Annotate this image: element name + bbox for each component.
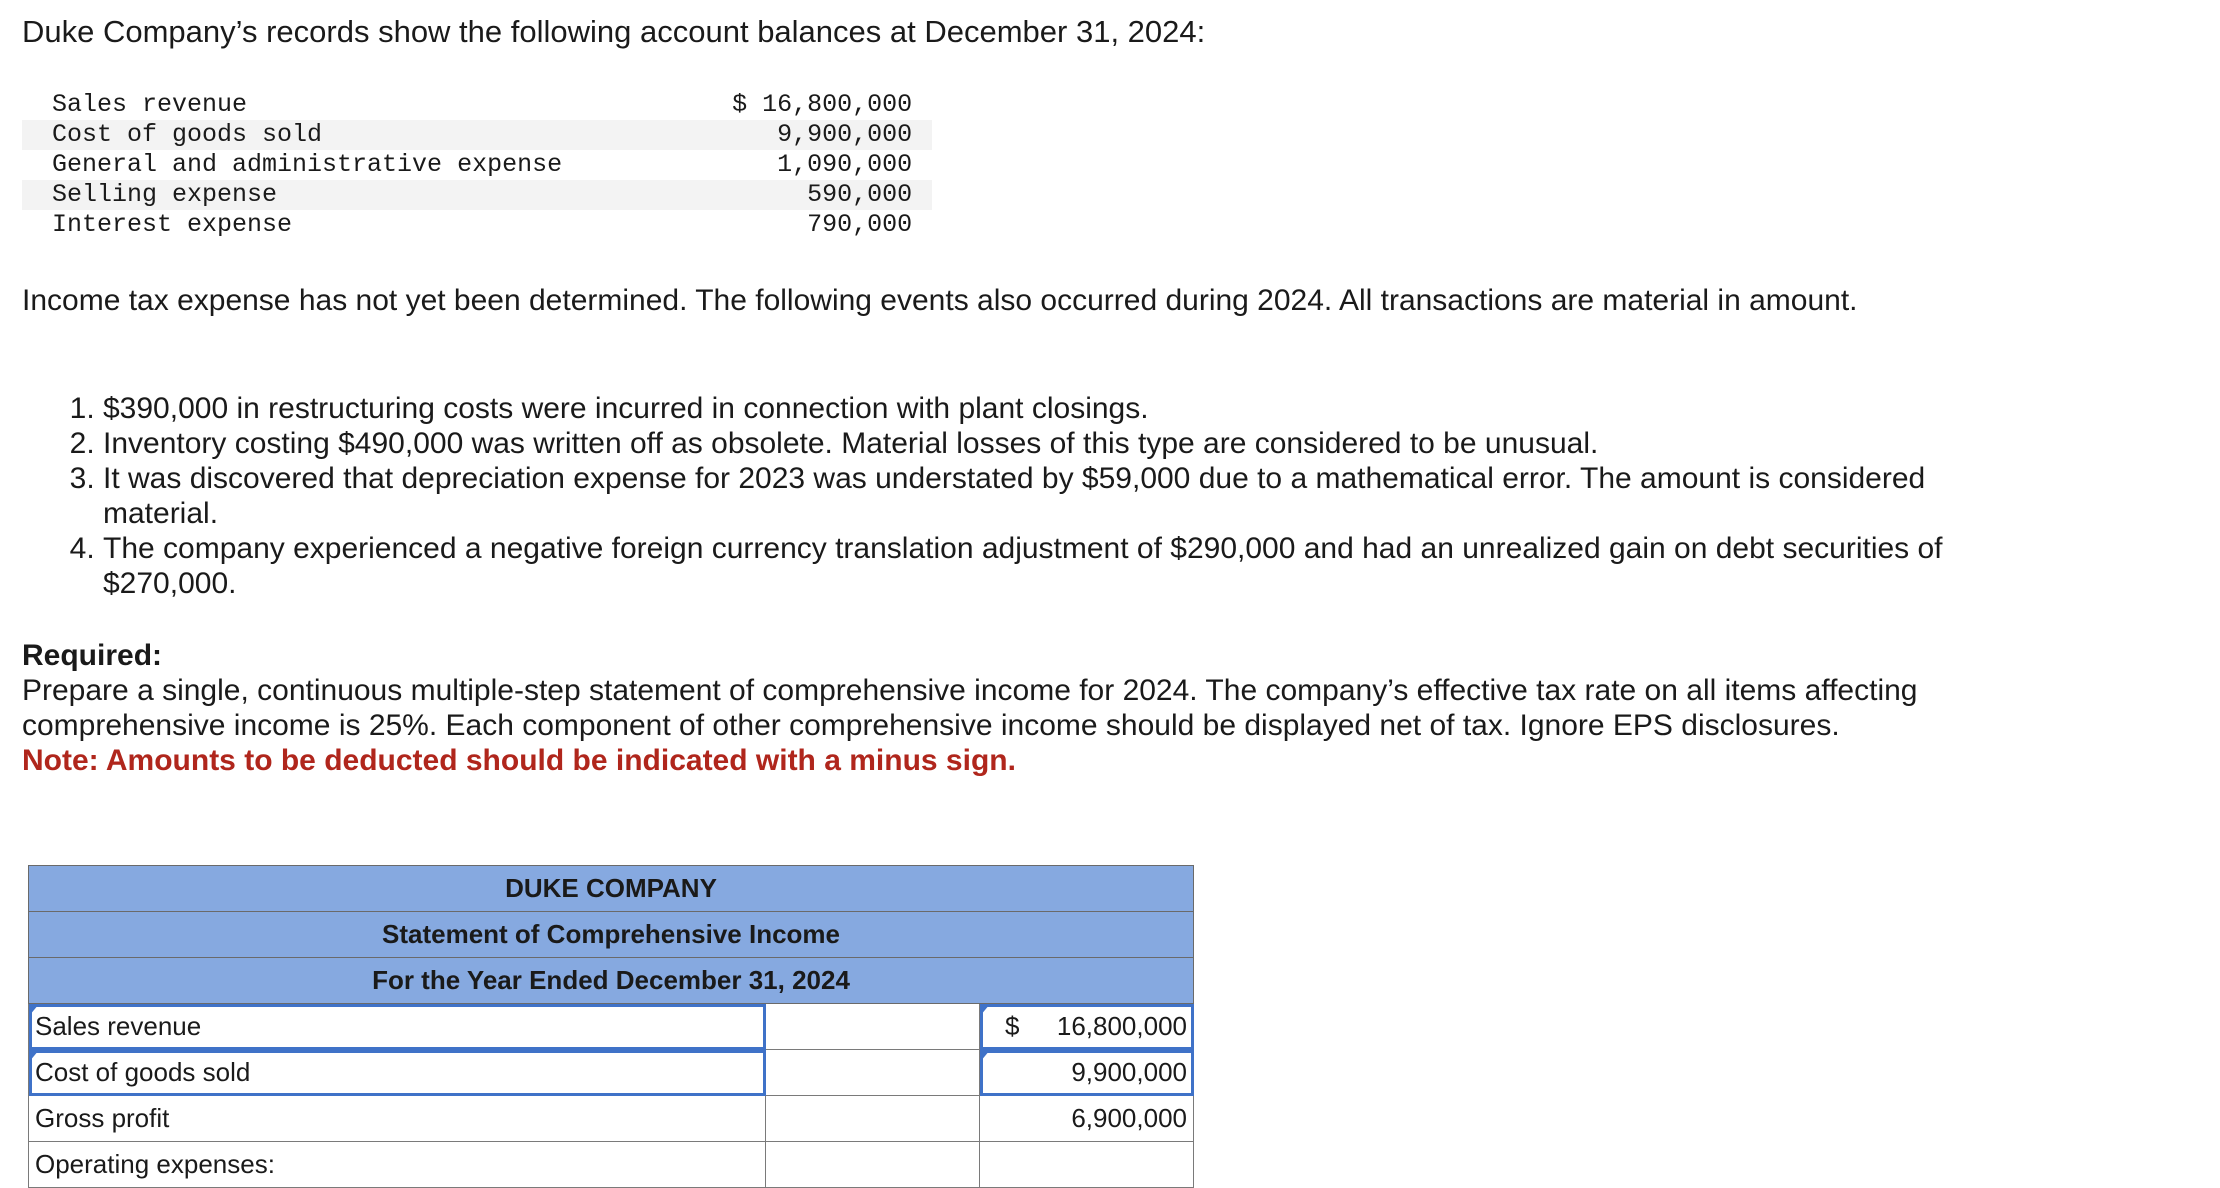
tax-paragraph: Income tax expense has not yet been determined. The following events also occurred during 2024. All transactions are material in amount. bbox=[22, 284, 1858, 317]
middle-amount-cell bbox=[766, 1142, 980, 1188]
total-amount-input[interactable] bbox=[980, 1050, 1194, 1096]
line-item-label-input[interactable] bbox=[29, 1050, 766, 1096]
statement-period: For the Year Ended December 31, 2024 bbox=[29, 958, 1194, 1004]
statement-header-row bbox=[29, 912, 1194, 958]
company-name: DUKE COMPANY bbox=[29, 866, 1194, 912]
balance-label: Interest expense bbox=[52, 210, 293, 239]
balance-amount: $ 16,800,000 bbox=[732, 90, 913, 119]
balance-label: Sales revenue bbox=[52, 90, 248, 119]
statement-row bbox=[29, 1004, 1194, 1050]
amount-value: 9,900,000 bbox=[1071, 1057, 1187, 1087]
dropdown-flag-icon bbox=[29, 1004, 39, 1016]
event-item: 2. Inventory costing $490,000 was written off as obsolete. Material losses of this type are considered to be unusual. bbox=[103, 426, 2003, 461]
middle-amount-cell bbox=[766, 1096, 980, 1142]
balance-amount: 590,000 bbox=[582, 180, 932, 210]
balance-label: Cost of goods sold bbox=[22, 120, 582, 150]
statement-header-row bbox=[29, 958, 1194, 1004]
balance-amount: 1,090,000 bbox=[777, 150, 913, 179]
dropdown-flag-icon bbox=[29, 1050, 39, 1062]
balance-row bbox=[22, 120, 932, 150]
dropdown-flag-icon bbox=[980, 1004, 990, 1016]
statement-row bbox=[29, 1050, 1194, 1096]
line-item-label: Operating expenses: bbox=[29, 1142, 766, 1188]
middle-amount-cell[interactable] bbox=[766, 1004, 980, 1050]
events-list bbox=[22, 391, 2003, 601]
account-balances-table bbox=[22, 90, 932, 240]
required-title: Required: bbox=[22, 639, 163, 672]
middle-amount-cell[interactable] bbox=[766, 1050, 980, 1096]
amount-value bbox=[980, 1142, 1194, 1188]
balance-label: General and administrative expense bbox=[52, 150, 563, 179]
balance-row bbox=[22, 150, 932, 180]
line-item-label-input[interactable] bbox=[29, 1004, 766, 1050]
deduction-note: Note: Amounts to be deducted should be indicated with a minus sign. bbox=[22, 744, 1016, 777]
balance-amount: 9,900,000 bbox=[582, 120, 932, 150]
event-item: 4. The company experienced a negative foreign currency translation adjustment of $290,000 and had an unrealized gain on debt securities of $270,000. bbox=[103, 531, 2003, 601]
statement-row bbox=[29, 1142, 1194, 1188]
total-amount-input[interactable] bbox=[980, 1004, 1194, 1050]
currency-symbol: $ bbox=[1005, 1011, 1020, 1041]
balance-row bbox=[22, 90, 932, 120]
event-item: 3. It was discovered that depreciation expense for 2023 was understated by $59,000 due to a mathematical error. The amount is considered material. bbox=[103, 461, 2003, 531]
event-item: 1. $390,000 in restructuring costs were incurred in connection with plant closings. bbox=[103, 391, 2003, 426]
required-text: Prepare a single, continuous multiple-step statement of comprehensive income for 2024. The company’s effective tax rate on all items affecting comprehensive income is 25%. Each component of other comprehensive income should be displayed net of tax. Ignore EPS disclosures. bbox=[22, 674, 1918, 742]
balance-row bbox=[22, 210, 932, 240]
amount-value: 16,800,000 bbox=[1056, 1011, 1187, 1041]
required-section bbox=[22, 638, 1922, 778]
statement-header-row bbox=[29, 866, 1194, 912]
balance-label: Selling expense bbox=[22, 180, 582, 210]
line-item-label: Sales revenue bbox=[35, 1011, 202, 1041]
balance-amount: 790,000 bbox=[807, 210, 913, 239]
statement-row bbox=[29, 1096, 1194, 1142]
comprehensive-income-statement bbox=[28, 865, 1194, 1188]
amount-value: 6,900,000 bbox=[980, 1096, 1194, 1142]
statement-title: Statement of Comprehensive Income bbox=[29, 912, 1194, 958]
intro-text: Duke Company’s records show the following account balances at December 31, 2024: bbox=[22, 14, 1206, 49]
balance-row bbox=[22, 180, 932, 210]
line-item-label: Cost of goods sold bbox=[35, 1057, 251, 1087]
dropdown-flag-icon bbox=[980, 1050, 990, 1062]
line-item-label: Gross profit bbox=[29, 1096, 766, 1142]
